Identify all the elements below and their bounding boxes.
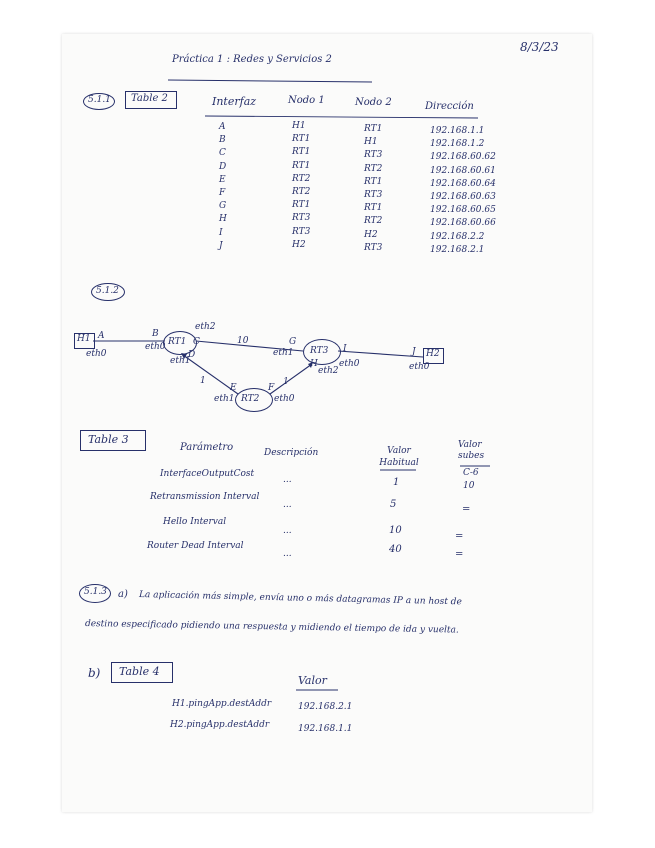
table4-value-1: 192.168.2.1: [298, 702, 353, 712]
table4-value-2: 192.168.1.1: [298, 724, 353, 734]
table3-label: Table 3: [88, 433, 129, 446]
cell: B: [219, 135, 226, 146]
direccion-column: [430, 125, 496, 257]
iface-f: F: [268, 383, 275, 393]
header-parametro: Parámetro: [180, 442, 234, 453]
cell: 192.168.60.62: [430, 152, 496, 163]
cell: 192.168.60.63: [430, 191, 496, 202]
node-rt1: RT1: [168, 337, 187, 347]
iface-c: C: [193, 337, 200, 347]
section-label-512: 5.1.2: [96, 286, 119, 296]
habitual-row-3: 10: [389, 525, 402, 536]
cell: RT3: [292, 213, 311, 224]
iface-e: E: [230, 383, 237, 393]
item-b-marker: b): [88, 666, 101, 680]
header-descripcion: Descripción: [264, 448, 319, 458]
cell: RT3: [292, 226, 311, 237]
cell: RT2: [292, 186, 311, 197]
page-title: Práctica 1 : Redes y Servicios 2: [172, 54, 332, 65]
answer-a-line2: destino especificado pidiendo una respuesta y midiendo el tiempo de ida y vuelta.: [84, 619, 459, 636]
cell: H2: [292, 239, 306, 250]
cost-rt1-rt2: 1: [200, 376, 206, 386]
desc-row-4: ...: [283, 549, 292, 559]
subes-row-4: =: [455, 549, 464, 560]
desc-row-1: ...: [283, 475, 292, 485]
cell: RT1: [364, 124, 383, 134]
cell: RT2: [364, 216, 383, 227]
cell: 192.168.60.64: [430, 178, 496, 189]
header-nodo1: Nodo 1: [288, 95, 325, 106]
cell: 192.168.2.1: [430, 244, 485, 255]
header-direccion: Dirección: [425, 101, 474, 112]
cell: 192.168.60.65: [430, 205, 496, 216]
cell: A: [219, 122, 226, 132]
section-label-513: 5.1.3: [84, 587, 107, 597]
iface-d: D: [188, 350, 196, 360]
port-eth0-h1: eth0: [86, 349, 107, 359]
cell: G: [219, 201, 227, 212]
port-eth1-rt1: eth1: [170, 356, 191, 366]
header-interfaz: Interfaz: [212, 95, 257, 108]
cell: RT1: [292, 160, 311, 171]
cell: E: [219, 174, 226, 185]
cell: H1: [364, 137, 378, 148]
param-row-1: InterfaceOutputCost: [160, 469, 255, 479]
node-h2: H2: [426, 349, 440, 359]
cost-rt1-rt3: 10: [237, 336, 249, 346]
cell: 192.168.1.1: [430, 126, 485, 136]
subes-row-3: =: [455, 531, 464, 542]
cell: 192.168.2.2: [430, 231, 485, 242]
port-eth0-rt3: eth0: [339, 359, 360, 369]
habitual-row-1: 1: [393, 477, 400, 488]
iface-h: H: [310, 359, 318, 369]
subes-row-2: =: [462, 504, 471, 515]
table4-label: Table 4: [119, 665, 160, 678]
param-row-2: Retransmission Interval: [150, 492, 260, 502]
header-valor-habitual: Valor Habitual: [379, 446, 419, 468]
cell: RT1: [292, 134, 311, 145]
cost-rt2-rt3: 1: [283, 377, 289, 387]
cell: RT1: [292, 147, 311, 158]
port-eth1-rt3: eth1: [273, 348, 294, 358]
node-h1: H1: [77, 334, 91, 344]
iface-g: G: [289, 337, 297, 347]
cell: C: [219, 148, 226, 159]
cell: H: [219, 214, 227, 225]
cell: 192.168.60.66: [430, 218, 496, 229]
cell: F: [219, 187, 226, 198]
table2-label: Table 2: [131, 93, 168, 104]
table4-key-1: H1.pingApp.destAddr: [172, 699, 272, 709]
cell: H2: [364, 229, 378, 240]
subes-row-1: C-6 10: [463, 468, 479, 491]
node-rt3: RT3: [310, 346, 329, 356]
cell: D: [219, 161, 227, 172]
header-valor-subes: Valor subes: [458, 440, 485, 461]
port-eth1-rt2: eth1: [214, 394, 235, 404]
iface-j: J: [412, 347, 416, 357]
port-eth2-rt3: eth2: [318, 366, 339, 376]
habitual-row-4: 40: [389, 544, 402, 555]
table4-key-2: H2.pingApp.destAddr: [170, 720, 270, 730]
param-row-3: Hello Interval: [163, 517, 227, 527]
cell: H1: [292, 121, 306, 131]
item-a-marker: a): [118, 589, 128, 600]
cell: RT2: [292, 173, 311, 184]
header-valor: Valor: [298, 674, 327, 687]
habitual-row-2: 5: [390, 499, 397, 510]
desc-row-2: ...: [283, 500, 292, 510]
cell: RT3: [364, 150, 383, 161]
cell: RT2: [364, 163, 383, 174]
cell: 192.168.60.61: [430, 165, 496, 176]
port-eth0-rt1: eth0: [145, 342, 166, 352]
port-eth0-h2: eth0: [409, 362, 430, 372]
cell: J: [219, 240, 223, 251]
port-eth2-rt1: eth2: [195, 322, 216, 332]
port-eth0-rt2: eth0: [274, 394, 295, 404]
cell: RT3: [364, 189, 383, 200]
cell: I: [219, 227, 223, 238]
iface-b: B: [152, 329, 159, 339]
iface-i: I: [343, 344, 347, 354]
interfaces-column: [219, 121, 227, 253]
param-row-4: Router Dead Interval: [147, 541, 244, 551]
cell: RT3: [364, 242, 383, 253]
desc-row-3: ...: [283, 526, 292, 536]
cell: RT1: [364, 176, 383, 187]
section-label-511: 5.1.1: [88, 95, 111, 105]
cell: 192.168.1.2: [430, 139, 485, 150]
node-rt2: RT2: [241, 394, 260, 404]
answer-a-line1: La aplicación más simple, envía uno o más datagramas IP a un host de: [138, 590, 462, 608]
nodo2-column: [364, 123, 382, 255]
header-nodo2: Nodo 2: [355, 97, 392, 108]
iface-a: A: [98, 331, 105, 341]
cell: RT1: [364, 203, 383, 214]
cell: RT1: [292, 200, 311, 211]
date: 8/3/23: [520, 40, 559, 54]
nodo1-column: [292, 120, 310, 252]
